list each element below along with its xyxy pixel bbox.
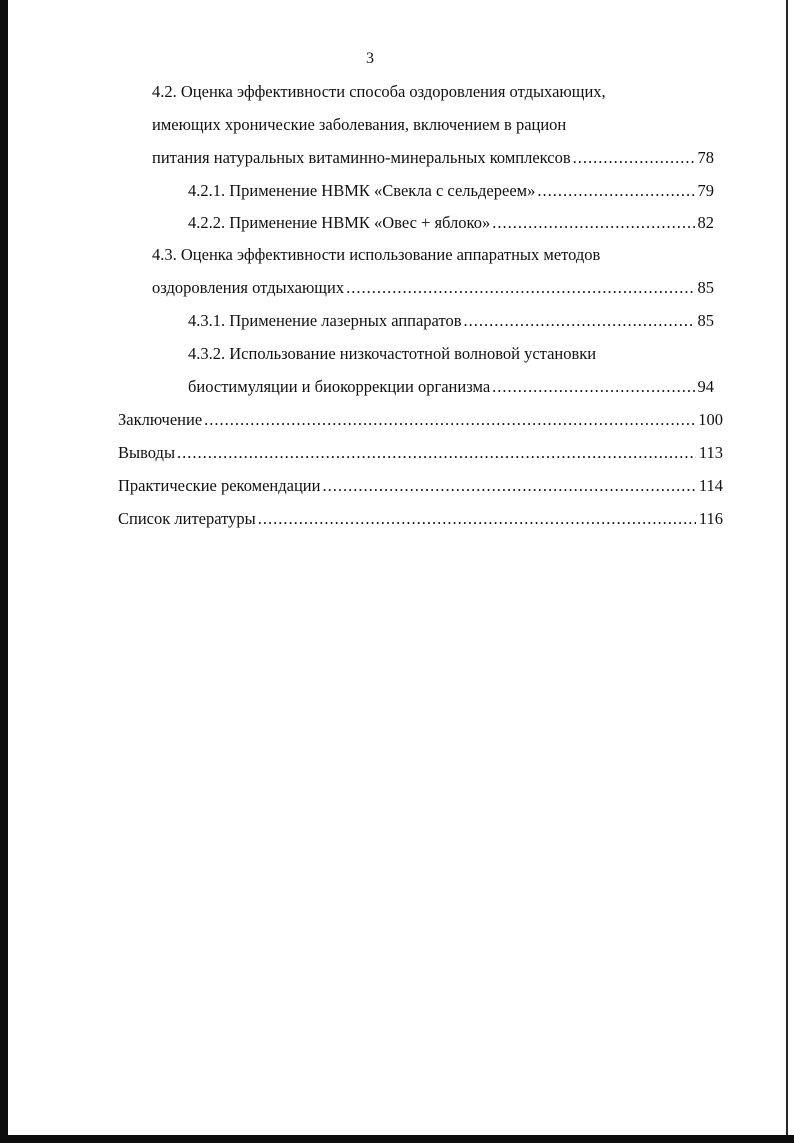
toc-entry-text: имеющих хронические заболевания, включением в рацион — [152, 115, 567, 134]
dot-leader — [492, 212, 694, 234]
dot-leader — [204, 409, 695, 431]
dot-leader — [346, 277, 694, 299]
scan-border-right — [786, 0, 788, 1143]
toc-entry-text: 4.3. Оценка эффективности использование аппаратных методов — [152, 245, 601, 264]
toc-entry-text: 4.3.1. Применение лазерных аппаратов — [188, 311, 462, 330]
toc-entry-4-3-2[interactable] — [188, 376, 714, 398]
dot-leader — [573, 147, 695, 169]
toc-page-number: 100 — [698, 410, 723, 429]
toc-entry-text: биостимуляции и биокоррекции организма — [188, 377, 491, 396]
toc-entry-4-3-2-line1 — [188, 343, 714, 365]
toc-page-number: 113 — [698, 443, 723, 462]
toc-page-number: 85 — [697, 311, 714, 330]
toc-entry-4-3[interactable] — [152, 277, 714, 299]
toc-entry-recommendations[interactable] — [118, 475, 723, 497]
dot-leader — [492, 376, 694, 398]
toc-page-number: 82 — [697, 213, 714, 232]
toc-entry-4-2-line1 — [152, 81, 714, 103]
toc-entry-findings[interactable] — [118, 442, 723, 464]
dot-leader — [537, 180, 694, 202]
toc-entry-text: Практические рекомендации — [118, 476, 321, 495]
toc-page-number: 78 — [697, 148, 714, 167]
toc-entry-conclusion[interactable] — [118, 409, 723, 431]
toc-entry-text: 4.2.2. Применение НВМК «Овес + яблоко» — [188, 213, 491, 232]
toc-page-number: 116 — [698, 509, 723, 528]
toc-entry-4-3-1[interactable] — [188, 310, 714, 332]
toc-entry-4-2-2[interactable] — [188, 212, 714, 234]
dot-leader — [322, 475, 695, 497]
scan-border-left — [0, 0, 8, 1143]
dot-leader — [463, 310, 694, 332]
scan-border-bottom — [0, 1135, 794, 1143]
toc-entry-references[interactable] — [118, 508, 723, 530]
toc-entry-4-2-1[interactable] — [188, 180, 714, 202]
dot-leader — [177, 442, 696, 464]
dot-leader — [258, 508, 696, 530]
toc-entry-text: Выводы — [118, 443, 176, 462]
toc-entry-text: Список литературы — [118, 509, 256, 528]
page-number: 3 — [366, 50, 374, 67]
toc-entry-text: 4.2.1. Применение НВМК «Свекла с сельдереем» — [188, 181, 536, 200]
toc-page-number: 114 — [698, 476, 723, 495]
toc-page-number: 79 — [697, 181, 714, 200]
toc-entry-text: 4.2. Оценка эффективности способа оздоровления отдыхающих, — [152, 82, 606, 101]
toc-page-number: 85 — [697, 278, 714, 297]
toc-entry-4-2[interactable] — [152, 147, 714, 169]
toc-entry-text: 4.3.2. Использование низкочастотной волновой установки — [188, 344, 597, 363]
toc-entry-text: оздоровления отдыхающих — [152, 278, 345, 297]
toc-entry-text: питания натуральных витаминно-минеральных комплексов — [152, 148, 571, 167]
toc-entry-4-2-line2 — [152, 114, 714, 136]
toc-entry-4-3-line1 — [152, 244, 714, 266]
toc-page-number: 94 — [697, 377, 714, 396]
toc-entry-text: Заключение — [118, 410, 203, 429]
